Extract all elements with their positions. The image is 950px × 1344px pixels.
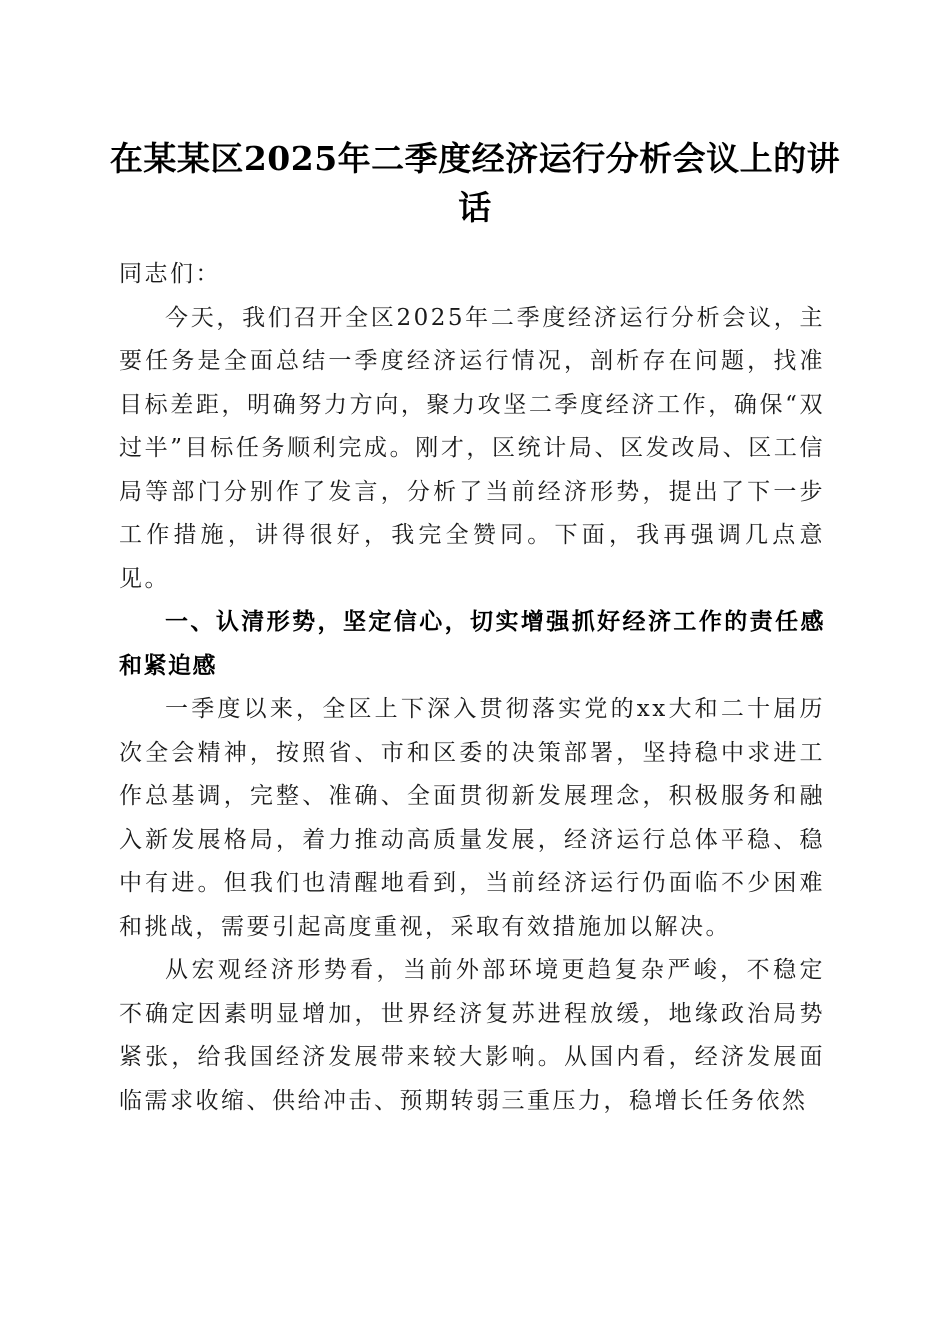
section1-paragraph-2: 从宏观经济形势看，当前外部环境更趋复杂严峻，不稳定不确定因素明显增加，世界经济复苏进程放缓，地缘政治局势紧张，给我国经济发展带来较大影响。从国内看，经济发展面临需求收缩、供给冲击、预期转弱三重压力，稳增长任务依然 [119, 957, 825, 1114]
document-body [119, 253, 825, 1123]
section1-paragraph-1: 一季度以来，全区上下深入贯彻落实党的xx大和二十届历次全会精神，按照省、市和区委的决策部署，坚持稳中求进工作总基调，完整、准确、全面贯彻新发展理念，积极服务和融入新发展格局，着力推动高质量发展，经济运行总体平稳、稳中有进。但我们也清醒地看到，当前经济运行仍面临不少困难和挑战，需要引起高度重视，采取有效措施加以解决。 [119, 696, 825, 940]
document-title: 在某某区2025年二季度经济运行分析会议上的讲话 [109, 139, 841, 227]
section-heading-1: 一、认清形势，坚定信心，切实增强抓好经济工作的责任感和紧迫感 [119, 609, 825, 679]
intro-paragraph: 今天，我们召开全区2025年二季度经济运行分析会议，主要任务是全面总结一季度经济运行情况，剖析存在问题，找准目标差距，明确努力方向，聚力攻坚二季度经济工作，确保“双过半”目标任务顺利完成。刚才，区统计局、区发改局、区工信局等部门分别作了发言，分析了当前经济形势，提出了下一步工作措施，讲得很好，我完全赞同。下面，我再强调几点意见。 [119, 304, 825, 592]
greeting: 同志们： [119, 261, 221, 287]
